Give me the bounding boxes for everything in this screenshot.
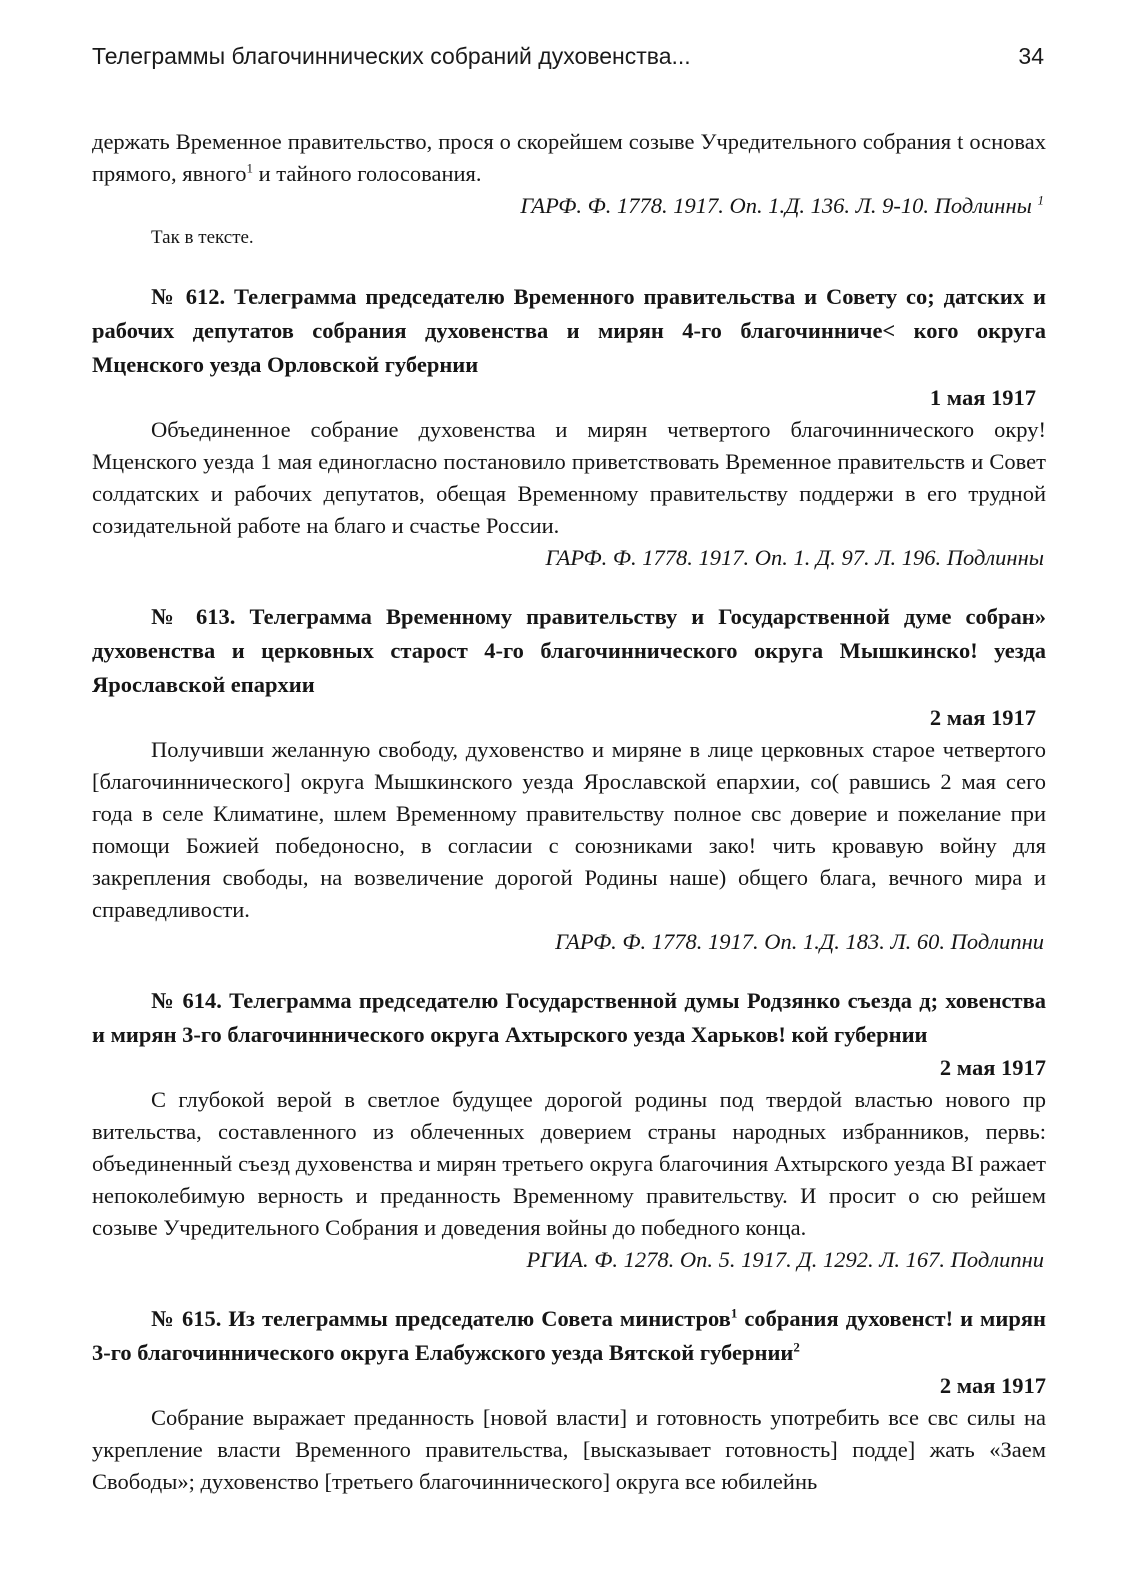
document-text-615: Собрание выражает преданность [новой власти] и готовность употребить все свс силы на укрепление власти Временного правительства, [высказывает готовность] подде] жать «Заем Свободы»; духовенство [третьего благочиннического] округа все юбилейнь	[92, 1405, 1046, 1494]
document-date-614: 2 мая 1917	[939, 1055, 1046, 1080]
document-heading-613: № 613. Телеграмма Временному правительству и Государственной думе собран» духовенства и церковных старост 4-го благочиннического округа Мышкинско! уезда Ярославской епархии	[92, 604, 1046, 697]
document-text-614: С глубокой верой в светлое будущее дорогой родины под твердой властью нового пр вительства, составленного из облеченных доверием страны народных избранников, первь: объединенный съезд духовенства и мирян третьего округа благочиния Ахтырского уезда ВI ражает непоколебимую верность и преданность Временному правительству. И просит о сю рейшем созыве Учредительного Собрания и доведения войны до победного конца.	[92, 1087, 1046, 1240]
page-number: 34	[1018, 43, 1044, 69]
document-date-613: 2 мая 1917	[929, 705, 1036, 730]
footnote-text: Так в тексте.	[151, 227, 254, 248]
running-header	[92, 38, 1046, 74]
document-heading-615: № 615. Из телеграммы председателю Совета министров$^1$ собрания духовенст! и мирян 3-го благочиннического округа Елабужского уезда Вятской губернии$^2$	[92, 1305, 1046, 1365]
archive-reference: ГАРФ. Ф. 1778. 1917. Оп. 1.Д. 136. Л. 9-10. Подлинны $^1$	[520, 192, 1044, 218]
archive-reference-612: ГАРФ. Ф. 1778. 1917. Оп. 1. Д. 97. Л. 196. Подлинны	[545, 545, 1044, 570]
archive-reference-614: РГИА. Ф. 1278. Оп. 5. 1917. Д. 1292. Л. 167. Подлипни	[526, 1247, 1044, 1272]
document-date-612: 1 мая 1917	[929, 385, 1036, 410]
document-heading-614: № 614. Телеграмма председателю Государственной думы Родзянко съезда д; ховенства и мирян 3-го благочиннического округа Ахтырского уезда Харьков! кой губернии	[92, 988, 1046, 1047]
footnote-marker: 2	[793, 1339, 800, 1355]
document-date-615: 2 мая 1917	[939, 1373, 1046, 1398]
footnote-marker: 1	[730, 1305, 738, 1321]
document-heading-612: № 612. Телеграмма председателю Временного правительства и Совету со; датских и рабочих депутатов собрания духовенства и мирян 4-го благочинниче< кого округа Мценского уезда Орловской губернии	[92, 284, 1046, 377]
page-body	[92, 126, 1046, 1498]
intro-paragraph: держать Временное правительство, прося о скорейшем созыве Учредительного собрания t основах прямого, явного$^1$ и тайного голосования.	[92, 129, 1046, 186]
document-text-612: Объединенное собрание духовенства и мирян четвертого благочиннического окру! Мценского уезда 1 мая единогласно постановило приветствовать Временное правительств и Совет солдатских и рабочих депутатов, обещая Временному правительству поддержи в его трудной созидательной работе на благо и счастье России.	[92, 417, 1046, 538]
running-title: Телеграммы благочиннических собраний духовенства...	[92, 43, 691, 69]
footnote-marker: 1	[1037, 192, 1044, 208]
footnote-marker: 1	[246, 160, 253, 176]
archive-reference-613: ГАРФ. Ф. 1778. 1917. Оп. 1.Д. 183. Л. 60. Подлипни	[555, 929, 1044, 954]
document-text-613: Получивши желанную свободу, духовенство и миряне в лице церковных старое четвертого [благочиннического] округа Мышкинского уезда Ярославской епархии, со( равшись 2 мая сего года в селе Климатине, шлем Временному правительству полное свс доверие и пожелание при помощи Божией победоносно, в согласии с союзниками зако! чить кровавую войну для закрепления свободы, на возвеличение дорогой Родины наше) общего блага, вечного мира и справедливости.	[92, 737, 1046, 922]
